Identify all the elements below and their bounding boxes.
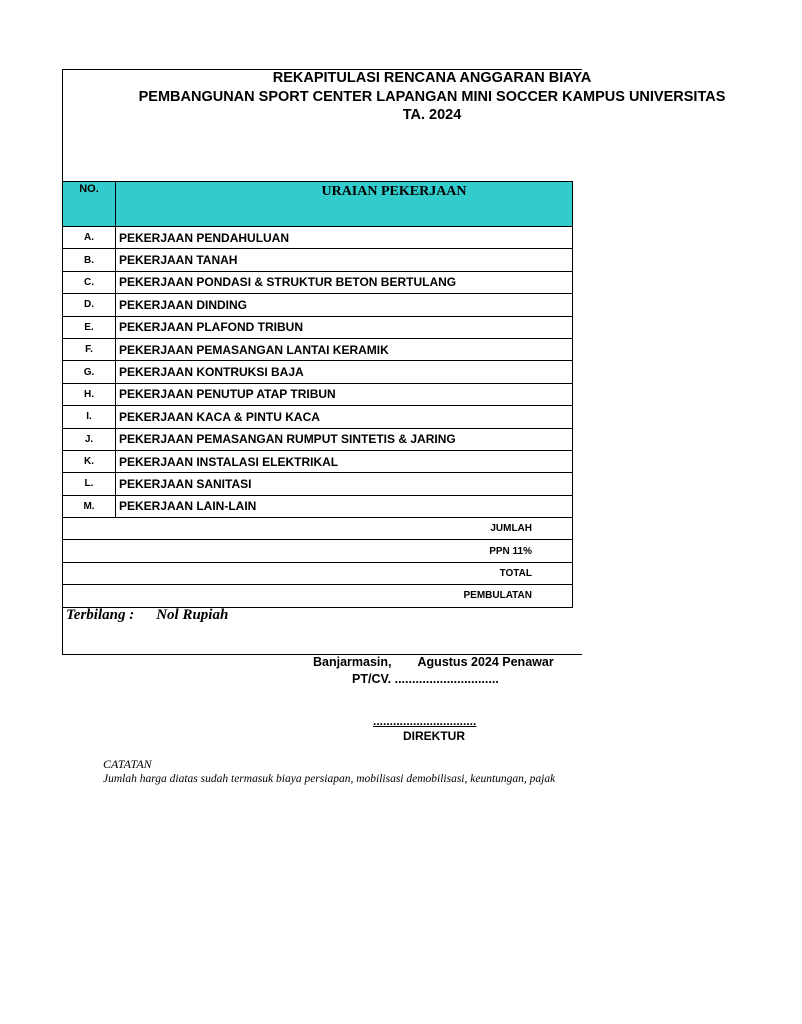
header-uraian: URAIAN PEKERJAAN [116,182,573,227]
table-header-row [63,182,573,227]
row-desc: PEKERJAAN TANAH [116,249,573,271]
row-no: G. [63,361,116,383]
table-row [63,495,573,517]
table-row [63,338,573,360]
summary-row-jumlah [63,518,573,540]
signature-line: ............................... [373,714,477,728]
row-desc: PEKERJAAN KACA & PINTU KACA [116,406,573,428]
summary-row-ppn [63,540,573,562]
row-desc: PEKERJAAN PENDAHULUAN [116,227,573,249]
terbilang-value: Nol Rupiah [156,607,229,623]
table-row [63,473,573,495]
table-row [63,294,573,316]
row-desc: PEKERJAAN PEMASANGAN RUMPUT SINTETIS & JARING [116,428,573,450]
table-row [63,361,573,383]
row-no: J. [63,428,116,450]
table-row [63,227,573,249]
table-row [63,383,573,405]
summary-row-pembulatan [63,585,573,607]
signature-place-date [313,655,554,669]
terbilang-label: Terbilang : [66,607,135,623]
ppn-label: PPN 11% [63,540,573,562]
note-text: Jumlah harga diatas sudah termasuk biaya persiapan, mobilisasi demobilisasi, keuntungan, pajak [103,773,556,785]
table-row [63,316,573,338]
row-desc: PEKERJAAN DINDING [116,294,573,316]
recap-table [62,181,573,608]
header-no: NO. [63,182,116,227]
row-desc: PEKERJAAN KONTRUKSI BAJA [116,361,573,383]
row-desc: PEKERJAAN PEMASANGAN LANTAI KERAMIK [116,338,573,360]
row-desc: PEKERJAAN INSTALASI ELEKTRIKAL [116,450,573,472]
row-desc: PEKERJAAN LAIN-LAIN [116,495,573,517]
row-desc: PEKERJAAN PLAFOND TRIBUN [116,316,573,338]
row-no: B. [63,249,116,271]
pembulatan-label: PEMBULATAN [63,585,573,607]
table-row [63,249,573,271]
summary-row-total [63,562,573,584]
total-label: TOTAL [63,562,573,584]
row-no: M. [63,495,116,517]
row-no: D. [63,294,116,316]
table-row [63,450,573,472]
row-no: C. [63,271,116,293]
signature-role: DIREKTUR [403,729,465,743]
table-row [63,271,573,293]
title-line-3: TA. 2024 [402,107,462,123]
signature-place: Banjarmasin, [313,655,392,669]
jumlah-label: JUMLAH [63,518,573,540]
row-desc: PEKERJAAN SANITASI [116,473,573,495]
row-no: F. [63,338,116,360]
row-no: K. [63,450,116,472]
row-no: L. [63,473,116,495]
signature-date: Agustus 2024 Penawar [417,655,554,669]
row-no: E. [63,316,116,338]
note-title: CATATAN [103,757,152,771]
table-row [63,428,573,450]
table-row [63,406,573,428]
title-line-2: PEMBANGUNAN SPORT CENTER LAPANGAN MINI SOCCER KAMPUS UNIVERSITAS [138,89,726,105]
row-desc: PEKERJAAN PENUTUP ATAP TRIBUN [116,383,573,405]
signature-company: PT/CV. .............................. [352,672,499,686]
terbilang [66,607,228,624]
row-no: H. [63,383,116,405]
row-no: A. [63,227,116,249]
row-desc: PEKERJAAN PONDASI & STRUKTUR BETON BERTULANG [116,271,573,293]
title-line-1: REKAPITULASI RENCANA ANGGARAN BIAYA [272,70,592,86]
row-no: I. [63,406,116,428]
